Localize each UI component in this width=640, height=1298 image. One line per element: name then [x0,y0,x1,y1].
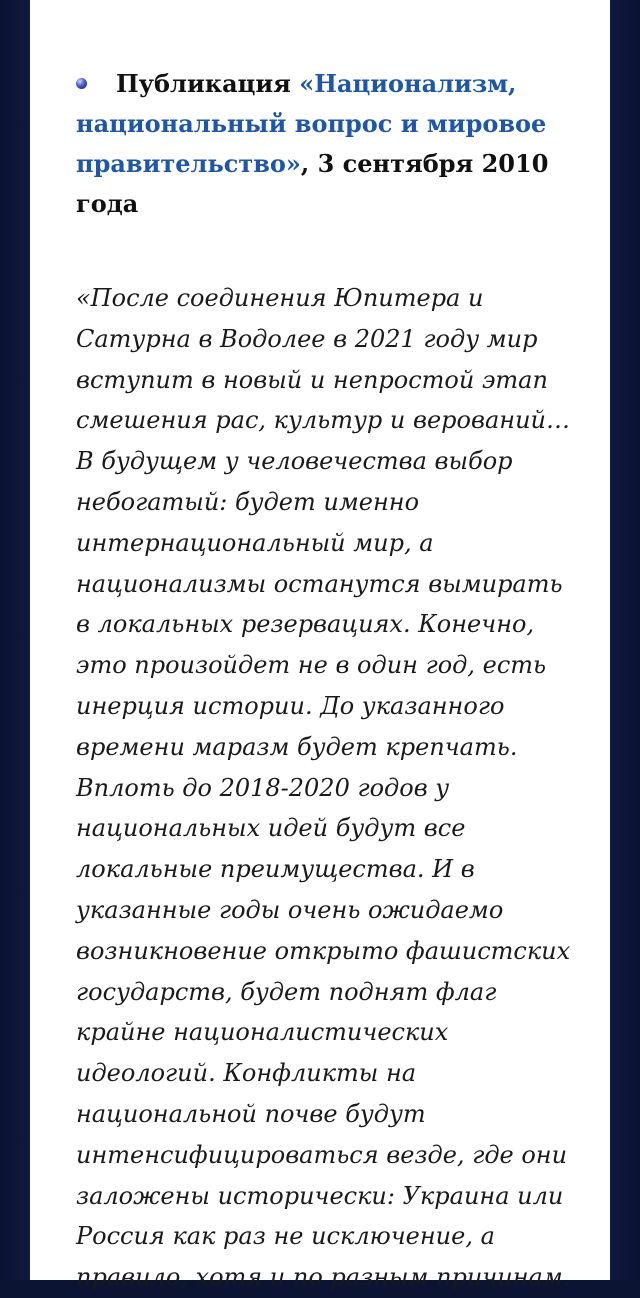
publication-link[interactable]: «Национализм, национальный вопрос и мировое правительство» [76,69,547,178]
quote-text: «После соединения Юпитера и Сатурна в Водолее в 2021 году мир вступит в новый и непростой этап смешения рас, культур и верований… В будущем у человечества выбор небогатый: будет именно интернациональный мир, а национализмы останутся вымирать в локальных резервациях. Конечно, это произойдет не в один год, есть инерция истории. До указанного времени маразм будет крепчать. Вплоть до 2018-2020 годов у национальных идей будут все локальные преимущества. И в указанные годы очень ожидаемо возникновение открыто фашистских государств, будет поднят флаг крайне националистических идеологий. Конфликты на национальной почве будут интенсифицироваться везде, где они заложены исторически: Украина или Россия как раз не исключение, а правило, хотя и по разным причинам. [76,284,571,1292]
blue-sphere-bullet-icon [76,78,87,89]
publication-label: Публикация [116,69,291,98]
publication-line [76,64,576,224]
article-content [76,64,576,1298]
publication-date: , 3 сентября 2010 года [76,149,549,218]
